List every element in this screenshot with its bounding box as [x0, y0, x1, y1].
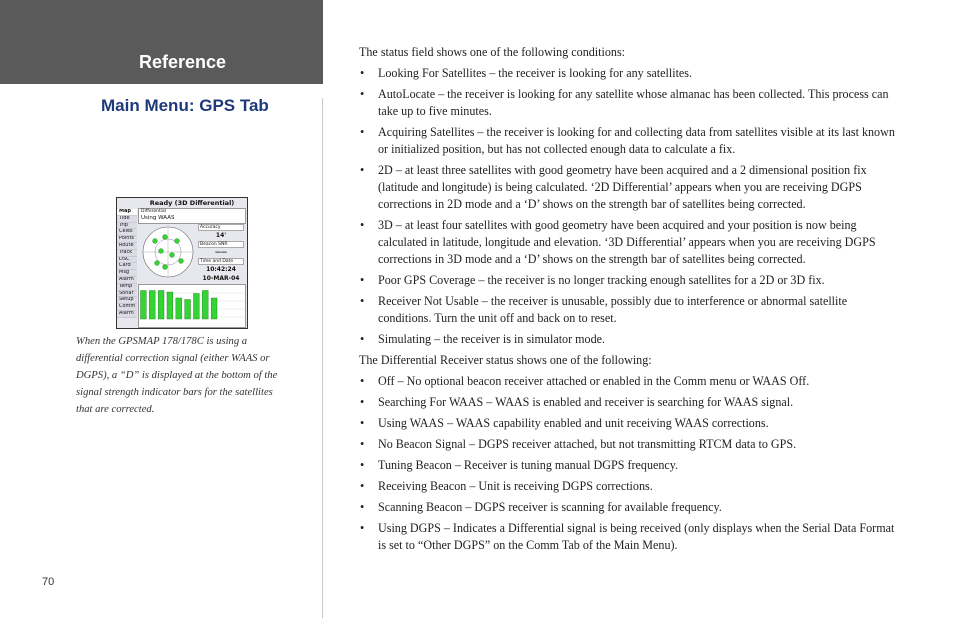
status-item: • Looking For Satellites – the receiver is looking for any satellites.: [359, 65, 899, 82]
screenshot-tab: Celes: [117, 229, 137, 236]
differential-item: • Scanning Beacon – DGPS receiver is scanning for available frequency.: [359, 499, 899, 516]
status-item: • Simulating – the receiver is in simulator mode.: [359, 331, 899, 348]
signal-bar: [158, 291, 164, 320]
screenshot-status-box: [138, 208, 246, 224]
signal-bar: [211, 298, 217, 319]
screenshot-tab: Card: [117, 263, 137, 270]
screenshot-tab: Points: [117, 236, 137, 243]
screenshot-tab: Track: [117, 250, 137, 257]
screenshot-tab-list: [117, 209, 137, 327]
body-text: [359, 44, 899, 558]
date-value: 10-MAR-04: [202, 275, 240, 282]
differential-item: • Using DGPS – Indicates a Differential signal is being received (only displays when the Serial Data Format is set to “Other DGPS” on the Comm Tab of the Main Menu).: [359, 520, 899, 554]
status-list: [359, 65, 899, 348]
signal-bar: [194, 294, 200, 320]
differential-item: • Using WAAS – WAAS capability enabled and unit receiving WAAS corrections.: [359, 415, 899, 432]
time-value: 10:42:24: [206, 266, 236, 273]
screenshot-tab: Route: [117, 243, 137, 250]
page-number: 70: [42, 576, 55, 588]
page-title: Main Menu: GPS Tab: [101, 96, 269, 115]
screenshot-title: Ready (3D Differential): [149, 199, 235, 207]
screenshot-tab: Tide: [117, 216, 137, 223]
differential-intro: The Differential Receiver status shows one of the following:: [359, 353, 652, 367]
status-item: • Poor GPS Coverage – the receiver is no longer tracking enough satellites for a 2D or 3D fix.: [359, 272, 899, 289]
accuracy-value: 14': [215, 232, 227, 239]
status-item: • 2D – at least three satellites with good geometry have been acquired and a 2 dimensional position fix (latitude and longitude) is being calculated. ‘2D Differential’ appears when you are receiving DGPS corrections in 2D mode and a ‘D’ shows on the strength bar of satellites being corrected.: [359, 162, 899, 213]
signal-bar: [176, 298, 182, 319]
screenshot-tab: Msg: [117, 270, 137, 277]
screenshot-tab: Setup: [117, 297, 137, 304]
differential-item: • Off – No optional beacon receiver attached or enabled in the Comm menu or WAAS Off.: [359, 373, 899, 390]
status-item: • Acquiring Satellites – the receiver is looking for and collecting data from satellites visible at its last known or initialized position, but has not collected enough data to calculate a fix.: [359, 124, 899, 158]
beacon-snr-value: ——: [215, 249, 227, 256]
figure-caption: When the GPSMAP 178/178C is using a differential correction signal (either WAAS or DGPS), a “D” is displayed at the bottom of the signal strength indicator bars for the satellites that are corrected.: [76, 336, 278, 415]
section-header-band: [0, 0, 323, 84]
screenshot-info-panel: [198, 223, 244, 283]
screenshot-status-value: Using WAAS: [141, 215, 175, 221]
signal-bar: [185, 300, 191, 320]
differential-item: • Receiving Beacon – Unit is receiving DGPS corrections.: [359, 478, 899, 495]
screenshot-status-label: Differential: [141, 209, 166, 214]
screenshot-tab: Map: [117, 209, 137, 216]
differential-item: • Searching For WAAS – WAAS is enabled and receiver is searching for WAAS signal.: [359, 394, 899, 411]
signal-bar: [149, 291, 155, 320]
column-divider: [322, 98, 323, 618]
screenshot-tab: Alarm: [117, 311, 137, 318]
status-item: • AutoLocate – the receiver is looking for any satellite whose almanac has been collected. This process can take up to five minutes.: [359, 86, 899, 120]
gps-status-screenshot: [116, 197, 248, 329]
time-date-label: Time and Date: [198, 258, 244, 265]
signal-strength-bars: [138, 284, 246, 328]
screenshot-tab: Temp: [117, 284, 137, 291]
screenshot-tab: DSC: [117, 257, 137, 264]
status-item: • 3D – at least four satellites with good geometry have been acquired and your position is now being calculated in latitude, longitude and elevation. ‘3D Differential’ appears when you are receiving DGPS corrections in 3D mode and a ‘D’ shows on the strength bar of satellites being corrected.: [359, 217, 899, 268]
differential-list: [359, 373, 899, 554]
beacon-snr-label: Beacon SNR: [198, 241, 244, 248]
signal-bar: [141, 291, 147, 320]
status-intro: The status field shows one of the following conditions:: [359, 45, 626, 59]
differential-item: • Tuning Beacon – Receiver is tuning manual DGPS frequency.: [359, 457, 899, 474]
signal-bar: [202, 291, 208, 320]
sky-view-icon: [141, 225, 195, 279]
screenshot-tab: Comm: [119, 304, 136, 310]
status-item: • Receiver Not Usable – the receiver is unusable, possibly due to interference or abnormal satellite conditions. Turn the unit off and back on to reset.: [359, 293, 899, 327]
screenshot-tab: Sonar: [117, 291, 137, 298]
signal-bar: [167, 292, 173, 319]
differential-item: • No Beacon Signal – DGPS receiver attached, but not transmitting RTCM data to GPS.: [359, 436, 899, 453]
accuracy-label: Accuracy: [198, 224, 244, 231]
screenshot-tab: Alarm: [117, 277, 137, 284]
section-title: Reference: [139, 52, 227, 72]
screenshot-tab: Trip: [117, 223, 137, 230]
